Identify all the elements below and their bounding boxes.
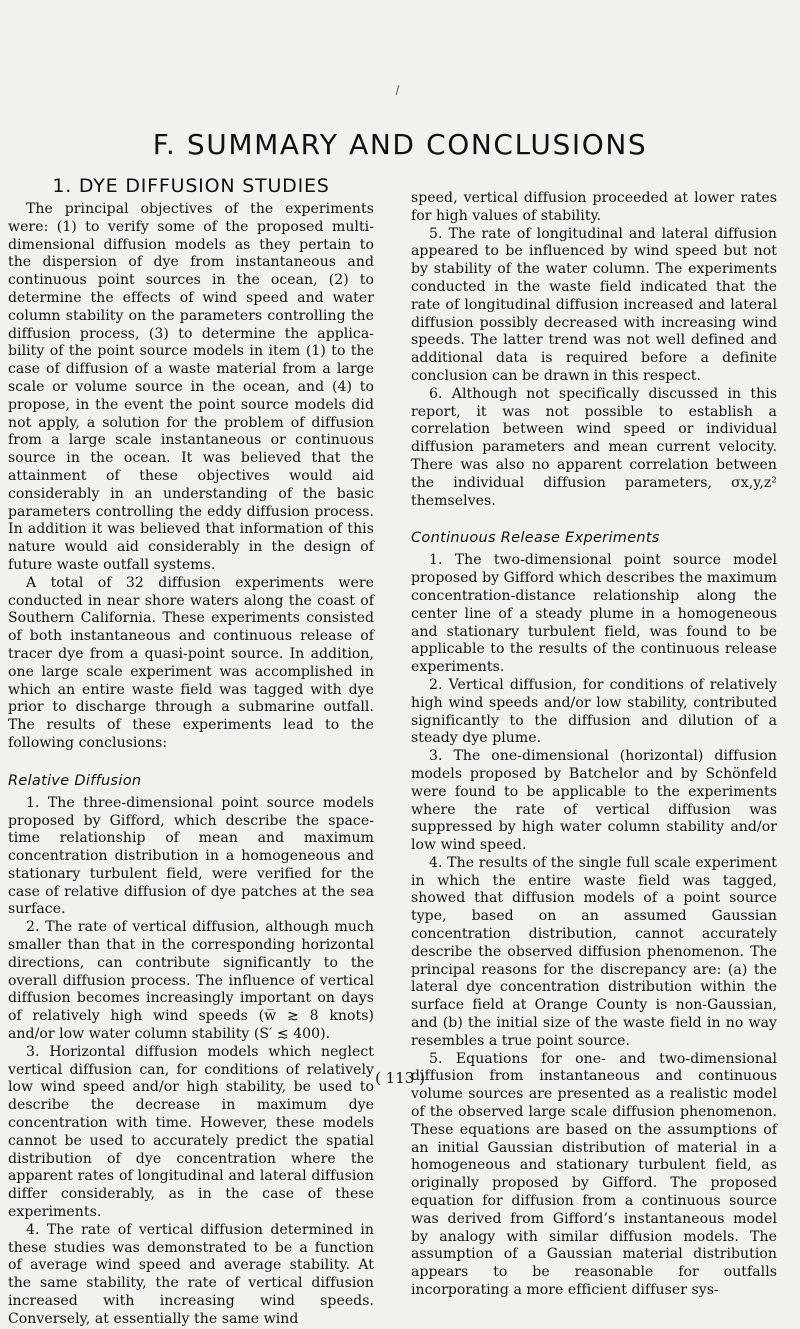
subheading-relative-diffusion: Relative Diffusion	[8, 772, 142, 789]
subheading-continuous-release: Continuous Release Experiments	[411, 530, 660, 547]
stray-mark	[396, 85, 400, 95]
relative-item-5: 5. The rate of longitudinal and lateral diffusion appeared to be influenced by wind speed but not by stability of the water column. The experiments conducted in the waste field indicated that the rate of longitudinal diffusion increased and lateral diffusion possibly decreased with increasing wind speeds. The latter trend was not well defined and additional data is required before a definite conclusion can be drawn in this respect.	[411, 225, 777, 384]
relative-item-2: 2. The rate of vertical diffusion, although much smaller than that in the corresponding horizontal directions, can contribute significantly to the overall diffusion process. The influence of vertical diffusion becomes increasingly important on days of relatively high wind speeds (w̅ ≳ 8 knots) and/or low water column stability (S′ ≲ 400).	[8, 919, 374, 1043]
continuous-item-1: 1. The two-dimensional point source model proposed by Gifford which describes the maximum concentration-distance relationship along the center line of a steady plume in a homogeneous and stationary turbulent field, was found to be applicable to the results of the continuous release experiments.	[411, 552, 777, 676]
page-title: F. SUMMARY AND CONCLUSIONS	[152, 128, 648, 161]
right-column	[411, 190, 777, 1300]
section-title: 1. DYE DIFFUSION STUDIES	[52, 175, 330, 197]
relative-item-3: 3. Horizontal diffusion models which neglect vertical diffusion can, for conditions of relatively low wind speed and/or high stability, be used to describe the decrease in maximum dye concentration with time. However, these models cannot be used to accurately predict the spatial distribution of dye concentration where the apparent rates of longitudinal and lateral diffusion differ considerably, as in the case of these experiments.	[8, 1043, 374, 1221]
intro-paragraph-2: A total of 32 diffusion experiments were conducted in near shore waters along the coast of Southern California. These experiments consisted of both instantaneous and continuous release of tracer dye from a quasi-point source. In addition, one large scale experiment was accomplished in which an entire waste field was tagged with dye prior to discharge through a submarine outfall. The results of these experiments lead to the following conclusions:	[8, 574, 374, 751]
relative-item-1: 1. The three-dimensional point source models proposed by Gifford, which describe the space-time relationship of mean and maximum concentration distribution in a homogeneous and stationary turbulent field, were verified for the case of relative diffusion of dye patches at the sea surface.	[8, 794, 374, 918]
continued-paragraph: speed, vertical diffusion proceeded at lower rates for high values of stability.	[411, 190, 777, 224]
relative-item-4: 4. The rate of vertical diffusion determined in these studies was demonstrated to be a function of average wind speed and average stability. At the same stability, the rate of vertical diffusion increased with increasing wind speeds. Conversely, at essentially the same wind	[8, 1221, 374, 1327]
continuous-item-5: 5. Equations for one- and two-dimensional diffusion from instantaneous and continuous volume sources are presented as a realistic model of the observed large scale diffusion phenomenon. These equations are based on the assumptions of an initial Gaussian distribution of material in a homogeneous and stationary turbulent field, as originally proposed by Gifford. The proposed equation for diffusion from a continuous source was derived from Gifford’s instantaneous model by analogy with similar diffusion models. The assumption of a Gaussian material distribution appears to be reasonable for outfalls incorporating a more efficient diffuser sys-	[411, 1050, 777, 1299]
continuous-item-4: 4. The results of the single full scale experiment in which the entire waste field was tagged, showed that diffusion models of a point source type, based on an assumed Gaussian concentration distribution, cannot accurately describe the observed diffusion phenomenon. The principal reasons for the discrepancy are: (a) the lateral dye concentration distribution within the surface field at Orange County is non-Gaussian, and (b) the initial size of the waste field in no way resembles a true point source.	[411, 854, 777, 1049]
intro-paragraph-1: The principal objectives of the experiments were: (1) to verify some of the proposed multi-dimensional diffusion models as they pertain to the dispersion of dye from instantaneous and continuous point sources in the ocean, (2) to determine the effects of wind speed and water column stability on the parameters controlling the diffusion process, (3) to determine the applicability of the point source models in item (1) to the case of diffusion of a waste material from a large scale or volume source in the ocean, and (4) to propose, in the event the point source models did not apply, a solution for the problem of diffusion from a large scale instantaneous or continuous source in the ocean. It was believed that the attainment of these objectives would aid considerably in an understanding of the basic parameters controlling the eddy diffusion process. In addition it was believed that information of this nature would aid considerably in the design of future waste outfall systems.	[8, 201, 374, 573]
continuous-item-3: 3. The one-dimensional (horizontal) diffusion models proposed by Batchelor and by Schönfeld were found to be applicable to the experiments where the rate of vertical diffusion was suppressed by high water column stability and/or low wind speed.	[411, 748, 777, 854]
left-column	[8, 175, 374, 1329]
relative-item-6: 6. Although not specifically discussed in this report, it was not possible to establish a correlation between wind speed or individual diffusion parameters and mean current velocity. There was also no apparent correlation between the individual diffusion parameters, σx,y,z² themselves.	[411, 385, 777, 509]
continuous-item-2: 2. Vertical diffusion, for conditions of relatively high wind speeds and/or low stability, contributed significantly to the diffusion and dilution of a steady dye plume.	[411, 676, 777, 747]
page-number: ( 113 )	[375, 1069, 425, 1087]
